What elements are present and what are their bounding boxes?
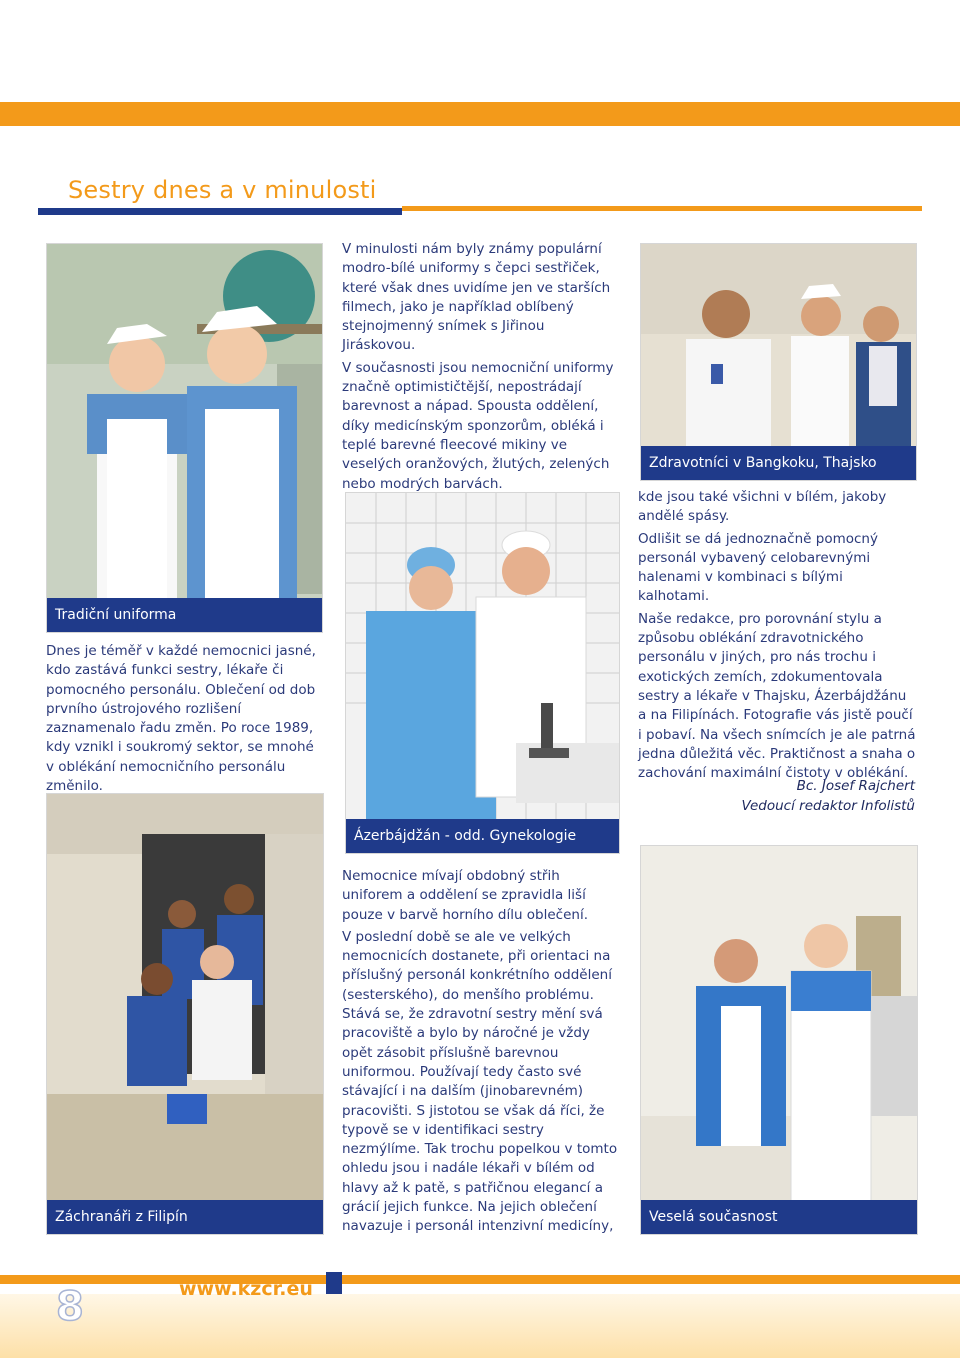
footer-gradient [0,1294,960,1358]
paragraph: V poslední době se ale ve velkých nemocnicích dostanete, při orientaci na příslušný personál konkrétního oddělení (sesterského), do menšího problému. Stává se, že zdravotní sestry mění svá pracoviště a bylo by náročné je vždy opět zásobit příslušně barevnou uniformou. Používají tedy často své stávající i na dalším (jinobarevném) pracovišti. S jistotou se však dá říci, že typově se v identifikaci sestry nezmýlíme. Tak trochu popelkou v tomto ohledu jsou i nadále lékaři v bílém od hlavy až k patě, s patřičnou elegancí a grácií jejich funkce. Na jejich oblečení navazuje i personál intenzivní medicíny, [342,928,618,1235]
photo-bangkok [640,243,917,481]
caption-cheerful: Veselá současnost [641,1200,917,1234]
caption-traditional: Tradiční uniforma [47,598,322,632]
caption-azerbaijan: Ázerbájdžán - odd. Gynekologie [346,819,619,853]
footer-url-link[interactable]: www.kzcr.eu [179,1278,313,1300]
signature-role: Vedoucí redaktor Infolistů [741,798,915,814]
signature-name: Bc. Josef Rajchert [796,778,915,794]
caption-bangkok: Zdravotníci v Bangkoku, Thajsko [641,446,916,480]
photo-philippines-image [47,794,323,1234]
caption-philippines: Záchranáři z Filipín [47,1200,323,1234]
paragraph: Naše redakce, pro porovnání stylu a způsobu oblékání zdravotnického personálu v jiných, pro nás trochu i exotických zemích, zdokumentovala sestry a lékaře v Thajsku, Ázerbájdžánu a na Filipínách. Fotografie vás jistě poučí i pobaví. Na všech snímcích je ale patrná jedna důležitá věc. Praktičnost a snaha o zachování maximální čistoty v oblékání. [638,610,916,782]
photo-cheerful-image [641,846,917,1234]
text-right [638,488,916,786]
photo-traditional-uniform [46,243,323,633]
photo-azerbaijan-image [346,493,619,853]
signature [638,776,915,816]
photo-azerbaijan [345,492,620,854]
footer-blue-block [326,1272,342,1294]
title-rule-orange [402,206,922,211]
footer-orange-bar [0,1275,960,1284]
photo-bangkok-image [641,244,916,480]
page-number: 8 [56,1284,84,1330]
paragraph: Odlišit se dá jednoznačně pomocný personál vybavený celobarevnými halenami v kombinaci s bílými kalhotami. [638,530,878,605]
paragraph: V současnosti jsou nemocniční uniformy značně optimističtější, nepostrádají barevnost a nápad. Spousta oddělení, díky medicínským sponzorům, obléká i teplé barevné fleecové mikiny ve veselých oranžových, žlutých, zelených nebo modrých barvách. [342,359,614,492]
photo-philippines [46,793,324,1235]
title-rule-blue [38,208,402,215]
text-left [46,642,322,799]
paragraph: kde jsou také všichni v bílém, jakoby andělé spásy. [638,489,887,525]
paragraph: Dnes je téměř v každé nemocnici jasné, kdo zastává funkci sestry, lékaře či pomocného personálu. Oblečení od dob prvního ústrojového rozlišení zaznamenalo řadu změn. Po roce 1989, kdy vznikl i soukromý sektor, se mnohé v oblékání nemocničního personálu změnilo. [46,643,316,795]
paragraph: Nemocnice mívají obdobný střih uniforem a oddělení se zpravidla liší pouze v barvě horního dílu oblečení. [342,868,588,923]
text-mid-top [342,240,620,497]
paragraph: V minulosti nám byly známy populární modro-bílé uniformy s čepci sestřiček, které však dnes uvidíme jen ve starších filmech, jako je například oblíbený stejnojmenný snímek s Jiřinou Jiráskovou. [342,241,611,354]
text-mid-bottom [342,867,620,1240]
page-title: Sestry dnes a v minulosti [68,176,377,204]
photo-cheerful-present [640,845,918,1235]
top-orange-bar [0,102,960,126]
photo-traditional-image [47,244,322,632]
